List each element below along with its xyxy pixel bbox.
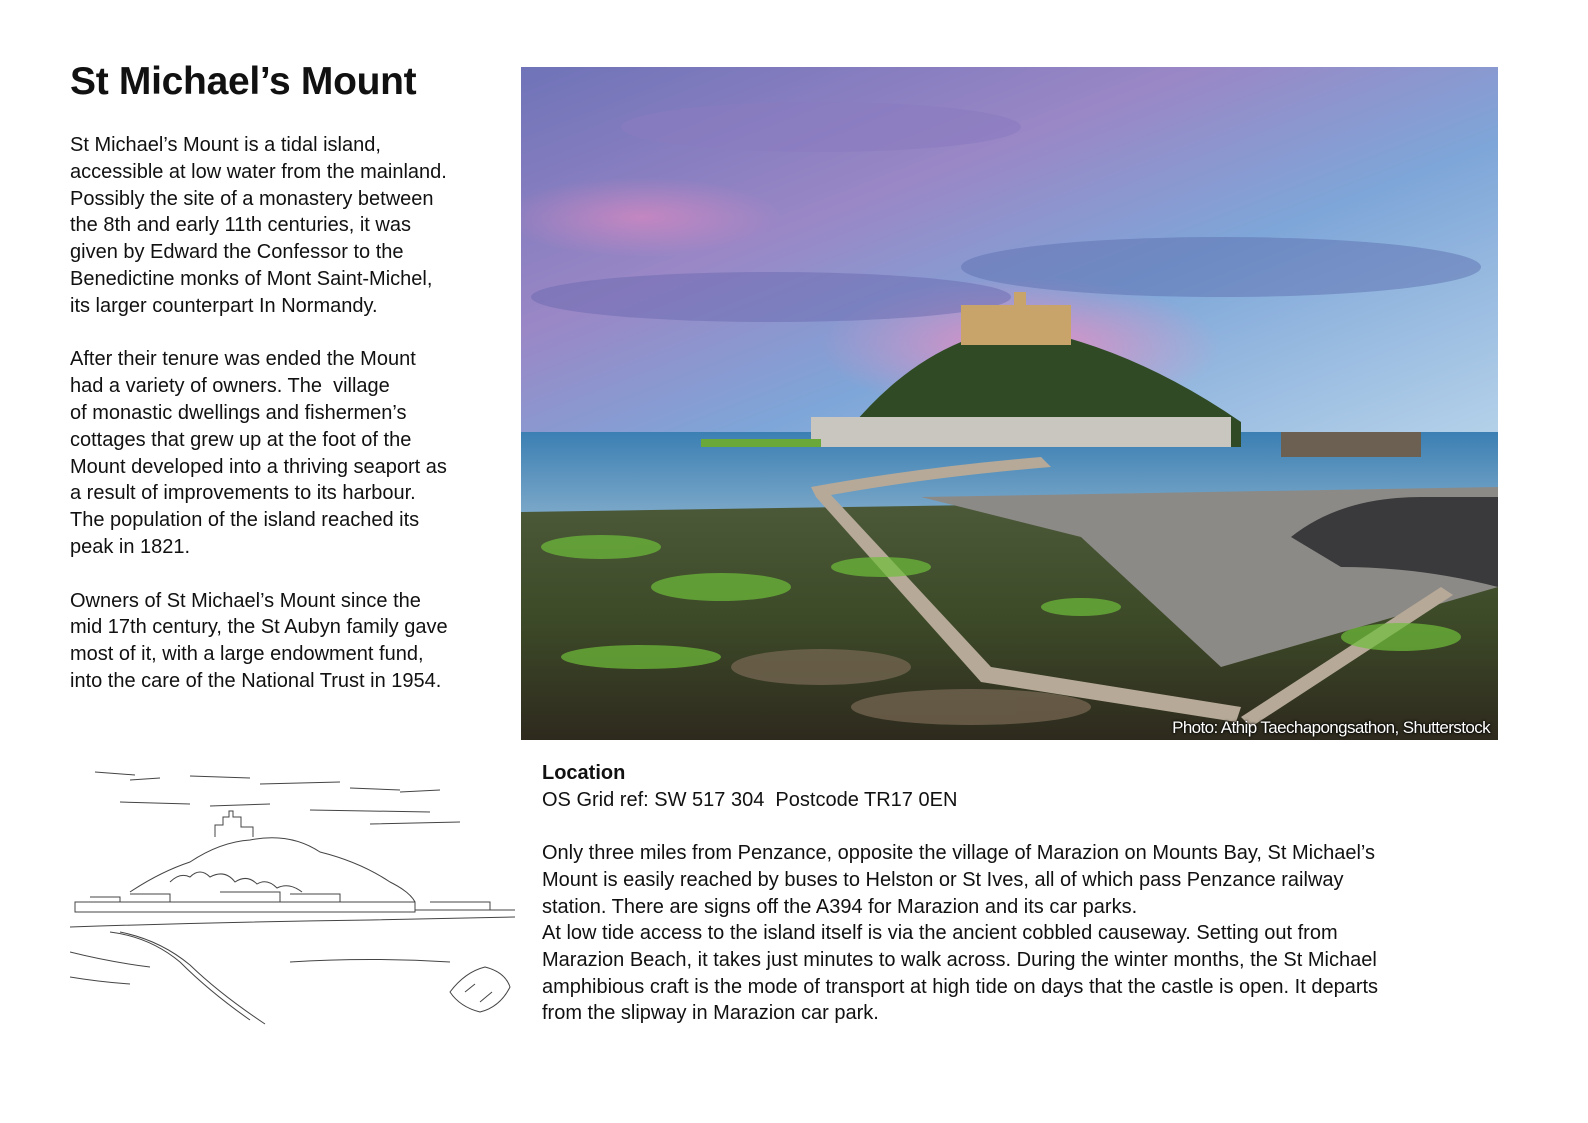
mount-sketch <box>70 762 520 1030</box>
intro-paragraph-1 <box>70 132 510 320</box>
photo-credit: Photo: Athip Taechapongsathon, Shutterstock <box>1172 718 1490 737</box>
intro-paragraph-3 <box>70 588 510 695</box>
text-line: Mount developed into a thriving seaport as <box>70 455 447 478</box>
intro-paragraph-2 <box>70 346 510 560</box>
text-line: cottages that grew up at the foot of the <box>70 428 412 451</box>
text-line: of monastic dwellings and fishermen’s <box>70 401 407 424</box>
text-line: had a variety of owners. The village <box>70 375 390 398</box>
text-line: most of it, with a large endowment fund, <box>70 643 424 666</box>
intro-text <box>70 132 510 722</box>
text-line: accessible at low water from the mainland. <box>70 160 447 183</box>
text-line: peak in 1821. <box>70 535 191 558</box>
text-line: mid 17th century, the St Aubyn family gave <box>70 616 448 639</box>
text-line: After their tenure was ended the Mount <box>70 348 416 371</box>
text-line: amphibious craft is the mode of transport at high tide on days that the castle is open. It departs <box>542 975 1379 998</box>
text-line: Mount is easily reached by buses to Helston or St Ives, all of which pass Penzance railway <box>542 868 1344 891</box>
text-line: Possibly the site of a monastery between <box>70 187 434 210</box>
page-title: St Michael’s Mount <box>70 60 417 103</box>
text-line: station. There are signs off the A394 for Marazion and its car parks. <box>542 895 1138 918</box>
text-line: its larger counterpart In Normandy. <box>70 294 378 317</box>
text-line: the 8th and early 11th centuries, it was <box>70 214 411 237</box>
location-reference: OS Grid ref: SW 517 304 Postcode TR17 0EN <box>542 788 958 811</box>
photo-illustration <box>521 67 1498 740</box>
location-heading: Location <box>542 762 626 784</box>
text-line: a result of improvements to its harbour. <box>70 482 416 505</box>
text-line: Owners of St Michael’s Mount since the <box>70 589 421 612</box>
mount-photo <box>521 67 1498 740</box>
text-line: Marazion Beach, it takes just minutes to walk across. During the winter months, the St Michael <box>542 948 1377 971</box>
text-line: from the slipway in Marazion car park. <box>542 1002 879 1025</box>
text-line: At low tide access to the island itself is via the ancient cobbled causeway. Setting out from <box>542 922 1338 945</box>
text-line: St Michael’s Mount is a tidal island, <box>70 134 381 156</box>
location-section <box>542 760 1492 1027</box>
text-line: into the care of the National Trust in 1954. <box>70 669 442 692</box>
text-line: Only three miles from Penzance, opposite the village of Marazion on Mounts Bay, St Michael’s <box>542 842 1375 865</box>
text-line: Benedictine monks of Mont Saint-Michel, <box>70 267 433 290</box>
text-line: The population of the island reached its <box>70 509 420 532</box>
text-line: given by Edward the Confessor to the <box>70 241 404 264</box>
